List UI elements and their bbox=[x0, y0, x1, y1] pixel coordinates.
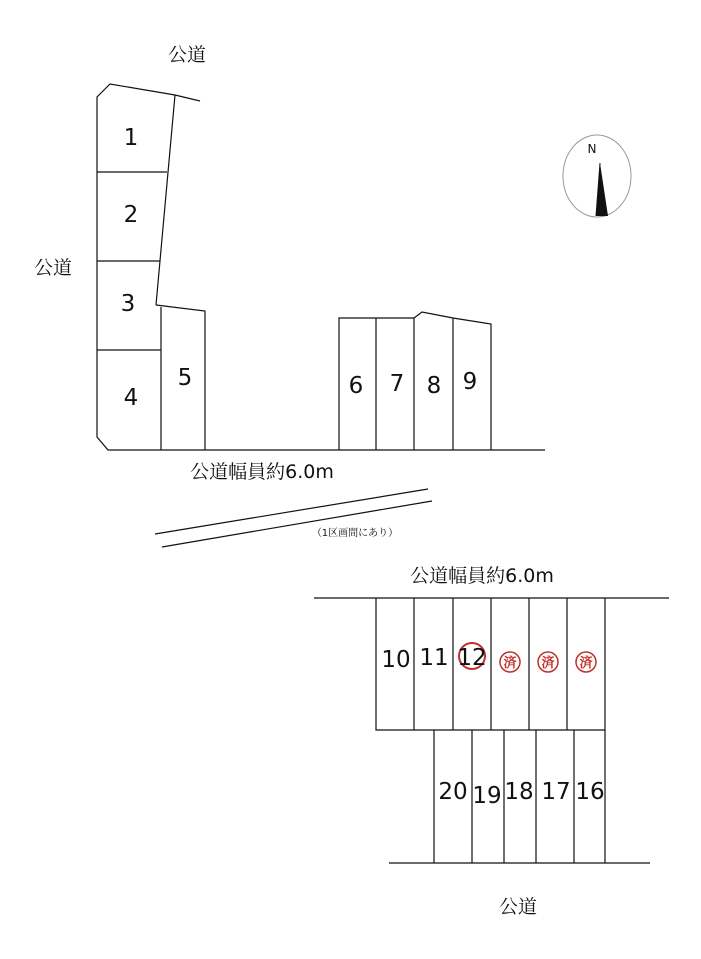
svg-text:済: 済 bbox=[541, 656, 555, 671]
lot-6-number: 6 bbox=[348, 373, 364, 399]
lot-2-number: 2 bbox=[123, 202, 139, 228]
road-label-north: 公道 bbox=[167, 44, 207, 66]
lot-10-number: 10 bbox=[381, 647, 411, 673]
road-label-west: 公道 bbox=[33, 257, 73, 279]
road-width-label-upper: 公道幅員約6.0m bbox=[190, 461, 334, 483]
lot-11-number: 11 bbox=[419, 645, 449, 671]
lot-18-number: 18 bbox=[504, 779, 534, 805]
lot-8-number: 8 bbox=[426, 373, 442, 399]
sold-stamp-lot-14 bbox=[538, 652, 558, 672]
lower-block bbox=[314, 598, 669, 863]
north-label: N bbox=[587, 142, 597, 156]
lot-20-number: 20 bbox=[438, 779, 468, 805]
lot-16-number: 16 bbox=[575, 779, 605, 805]
lot-19-number: 19 bbox=[472, 783, 502, 809]
road-label-south: 公道 bbox=[498, 896, 538, 918]
lot-3-number: 3 bbox=[120, 291, 136, 317]
lot-12-number: 12 bbox=[457, 645, 487, 671]
svg-text:済: 済 bbox=[503, 656, 517, 671]
upper-west-block bbox=[97, 84, 545, 450]
road-width-label-lower: 公道幅員約6.0m bbox=[410, 565, 554, 587]
north-arrow-icon bbox=[563, 135, 631, 217]
lot-4-number: 4 bbox=[123, 385, 139, 411]
gap-note: （1区画間にあり） bbox=[311, 528, 399, 539]
lot-1-number: 1 bbox=[123, 125, 139, 151]
lot-7-number: 7 bbox=[389, 371, 405, 397]
sold-stamp-lot-15 bbox=[576, 652, 596, 672]
svg-text:済: 済 bbox=[579, 656, 593, 671]
lot-17-number: 17 bbox=[541, 779, 571, 805]
lot-9-number: 9 bbox=[462, 369, 478, 395]
sold-stamp-lot-13 bbox=[500, 652, 520, 672]
lot-5-number: 5 bbox=[177, 365, 193, 391]
